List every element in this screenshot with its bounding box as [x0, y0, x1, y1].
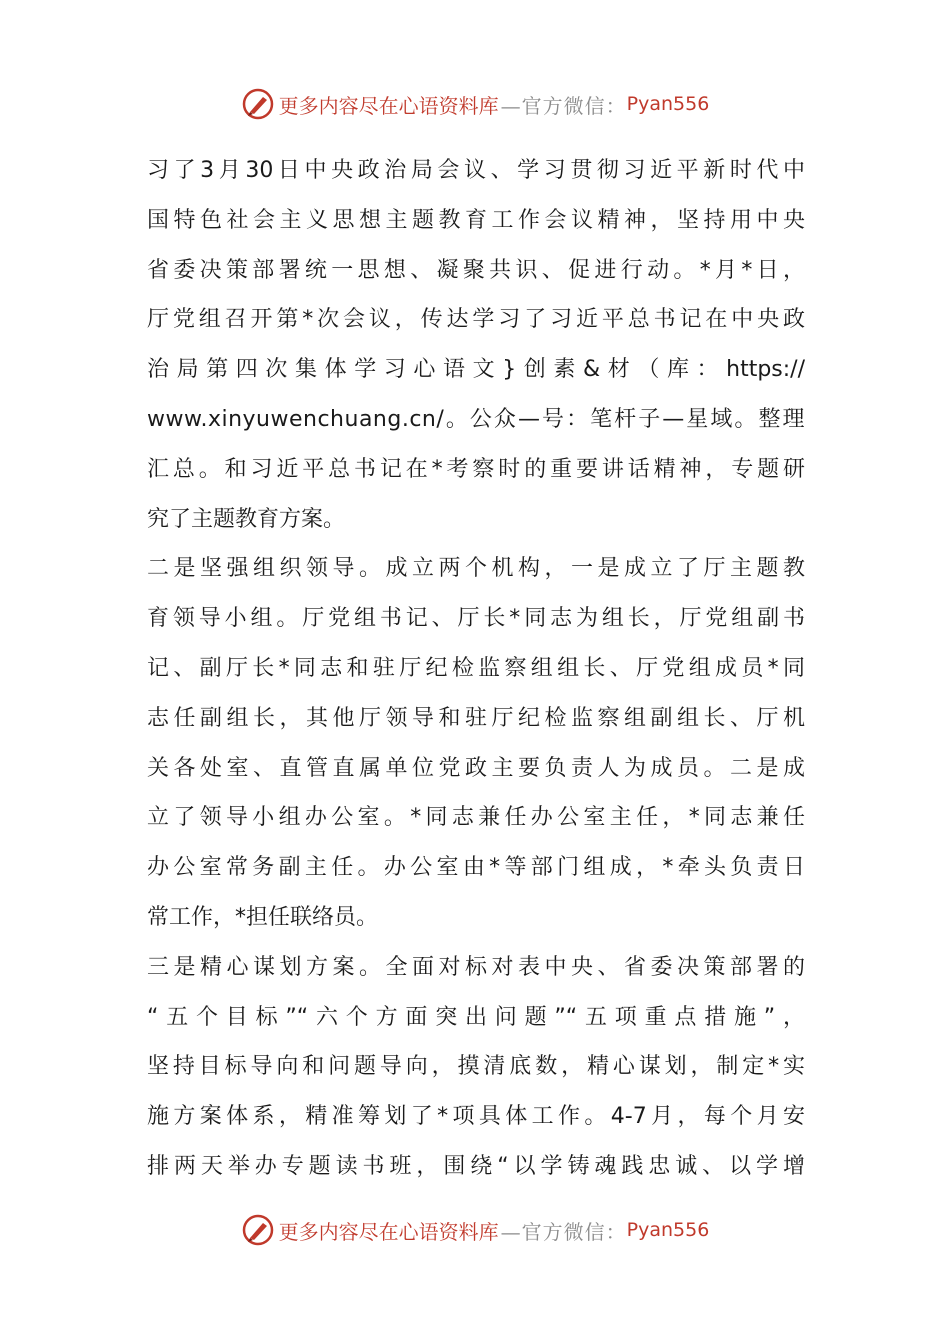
body-line: 志任副组长，其他厅领导和驻厅纪检监察组副组长、厅机 [147, 705, 805, 731]
body-line: 三是精心谋划方案。全面对标对表中央、省委决策部署的 [147, 954, 805, 980]
body-line: 立了领导小组办公室。*同志兼任办公室主任，*同志兼任 [147, 805, 805, 831]
banner-wechat-handle: Pyan556 [626, 1219, 710, 1241]
body-line: 省委决策部署统一思想、凝聚共识、促进行动。*月*日， [147, 257, 805, 283]
body-line: 厅党组召开第*次会议，传达学习了习近平总书记在中央政 [147, 307, 805, 333]
body-line: 常工作，*担任联络员。 [147, 904, 379, 930]
header-banner [0, 84, 950, 124]
banner-contact-label: —官方微信： [500, 93, 627, 118]
pen-logo-icon [241, 87, 275, 121]
body-line: 育领导小组。厅党组书记、厅长*同志为组长，厅党组副书 [147, 606, 805, 632]
body-line: 习了3月30日中央政治局会议、学习贯彻习近平新时代中 [147, 158, 805, 183]
body-line: 办公室常务副主任。办公室由*等部门组成，*牵头负责日 [147, 855, 805, 881]
banner-contact-label: —官方微信： [500, 1219, 627, 1244]
body-line: 究了主题教育方案。 [147, 506, 346, 532]
body-line: 排两天举办专题读书班，围绕“以学铸魂践忠诚、以学增 [147, 1153, 805, 1179]
body-line: 关各处室、直管直属单位党政主要负责人为成员。二是成 [147, 755, 805, 781]
pen-logo-icon [241, 1213, 275, 1247]
banner-site-name: 更多内容尽在心语资料库 [278, 93, 499, 118]
body-line: 施方案体系，精准筹划了*项具体工作。4-7月，每个月安 [147, 1104, 805, 1130]
body-line: www.xinyuwenchuang.cn/。公众—号：笔杆子—星域。整理 [147, 406, 805, 432]
body-line: 坚持目标导向和问题导向，摸清底数，精心谋划，制定*实 [147, 1054, 805, 1080]
body-line: 治局第四次集体学习心语文}创素&材（库：https:// [147, 357, 805, 383]
body-line: “五个目标”“六个方面突出问题”“五项重点措施”， [147, 1004, 805, 1030]
banner-site-name: 更多内容尽在心语资料库 [278, 1219, 499, 1244]
banner-wechat-handle: Pyan556 [626, 93, 710, 115]
document-body [147, 146, 805, 1192]
body-line: 国特色社会主义思想主题教育工作会议精神，坚持用中央 [147, 207, 805, 233]
body-line: 记、副厅长*同志和驻厅纪检监察组组长、厅党组成员*同 [147, 655, 805, 681]
footer-banner [0, 1210, 950, 1250]
body-line: 汇总。和习近平总书记在*考察时的重要讲话精神，专题研 [147, 456, 805, 482]
body-line: 二是坚强组织领导。成立两个机构，一是成立了厅主题教 [147, 556, 805, 582]
